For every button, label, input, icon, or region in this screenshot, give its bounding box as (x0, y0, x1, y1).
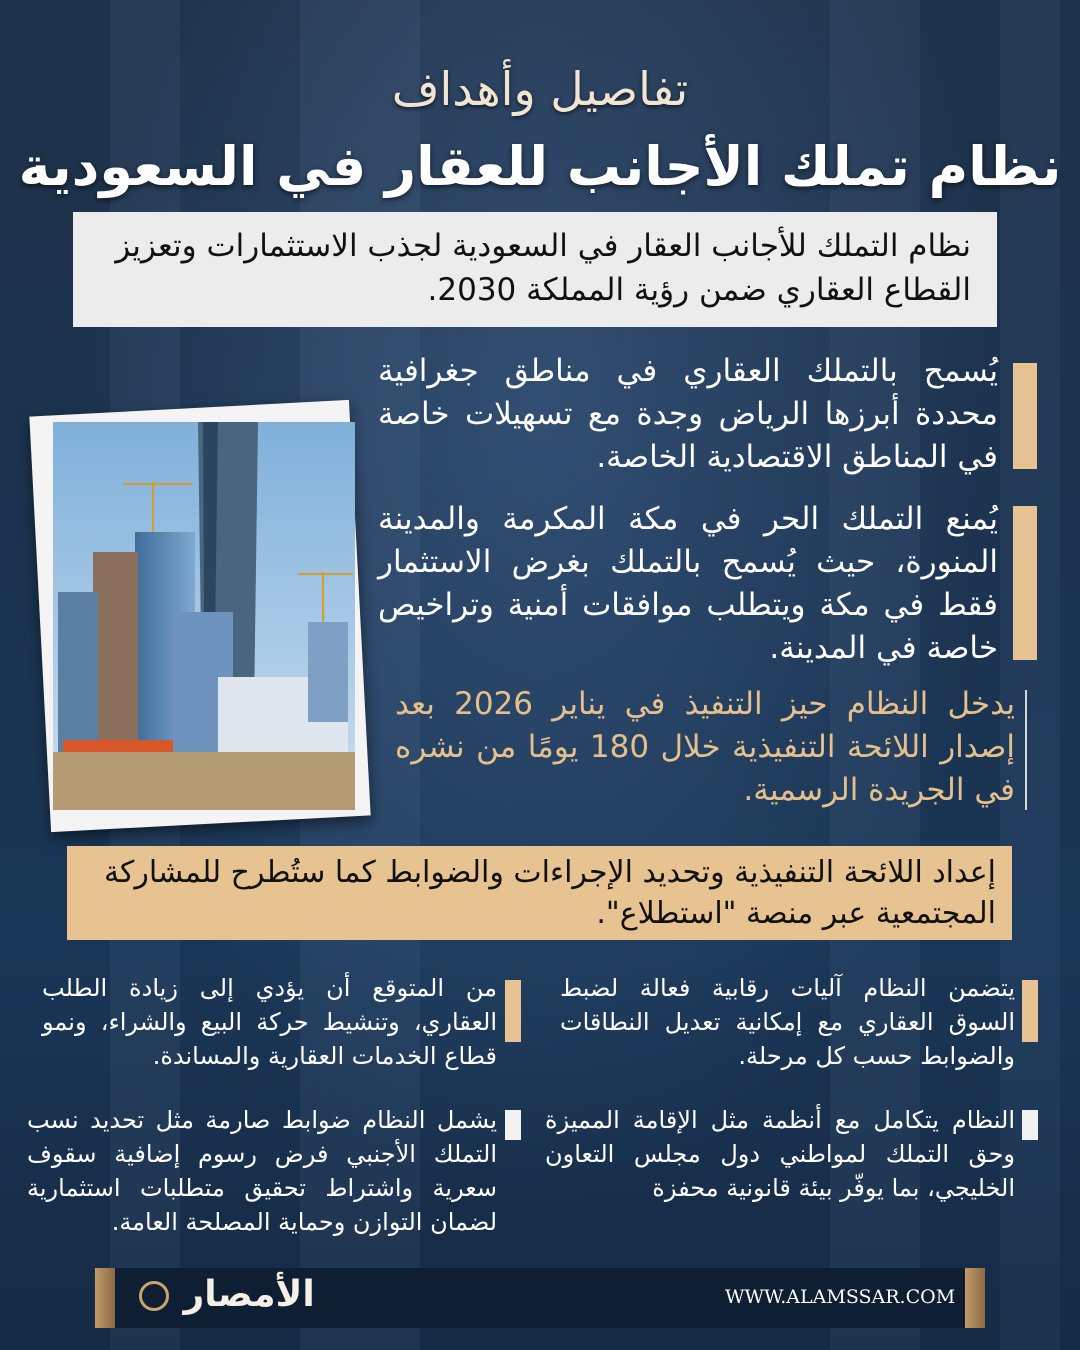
point-3: يدخل النظام حيز التنفيذ في يناير 2026 بعد إصدار اللائحة التنفيذية خلال 180 يومًا من نشره في الجريدة الرسمية. (395, 686, 1015, 808)
grid-bottom-right: النظام يتكامل مع أنظمة مثل الإقامة المميزة وحق التملك لمواطني دول مجلس التعاون الخليجي، بما يوفّر بيئة قانونية محفزة (545, 1106, 1015, 1202)
grid-top-left: من المتوقع أن يؤدي إلى زيادة الطلب العقاري، وتنشيط حركة البيع والشراء، ونمو قطاع الخدمات العقارية والمساندة. (42, 974, 497, 1070)
grid-bottom-left: يشمل النظام ضوابط صارمة مثل تحديد نسب التملك الأجنبي فرض رسوم إضافية سقوف سعرية واشتراط تحقيق متطلبات استثمارية لضمان التوازن وحماية المصلحة العامة. (27, 1106, 497, 1236)
point-1: يُسمح بالتملك العقاري في مناطق جغرافية محددة أبرزها الرياض وجدة مع تسهيلات خاصة في المناطق الاقتصادية الخاصة. (378, 353, 998, 475)
footer-end-accent (965, 1268, 985, 1328)
logo-text: الأمصار (183, 1274, 315, 1315)
grid-marker (1022, 980, 1038, 1042)
brand-logo (137, 1274, 315, 1315)
page-title: نظام تملك الأجانب للعقار في السعودية (18, 135, 1062, 198)
grid-marker (505, 980, 521, 1042)
point-divider (1025, 690, 1027, 810)
point-2: يُمنع التملك الحر في مكة المكرمة والمدينة المنورة، حيث يُسمح بالتملك بغرض الاستثمار فقط في مكة ويتطلب موافقات أمنية وتراخيص خاصة في المدينة. (378, 501, 998, 666)
grid-top-right: يتضمن النظام آليات رقابية فعالة لضبط السوق العقاري مع إمكانية تعديل النطاقات والضوابط حسب كل مرحلة. (560, 974, 1015, 1070)
intro-box: نظام التملك للأجانب العقار في السعودية لجذب الاستثمارات وتعزيز القطاع العقاري ضمن رؤية المملكة 2030. (73, 212, 997, 327)
grid-marker (505, 1110, 521, 1140)
point-marker (1013, 363, 1037, 469)
point-marker (1013, 506, 1037, 660)
footer-bar (95, 1268, 985, 1328)
title-line-1: تفاصيل وأهداف (391, 62, 689, 116)
footer-end-accent (95, 1268, 115, 1328)
highlight-box: إعداد اللائحة التنفيذية وتحديد الإجراءات والضوابط كما ستُطرح للمشاركة المجتمعية عبر منصة "استطلاع". (67, 846, 1012, 940)
skyline-photo (53, 422, 355, 810)
website-url[interactable]: WWW.ALAMSSAR.COM (725, 1286, 956, 1308)
grid-marker (1022, 1110, 1038, 1140)
globe-icon (139, 1281, 169, 1311)
